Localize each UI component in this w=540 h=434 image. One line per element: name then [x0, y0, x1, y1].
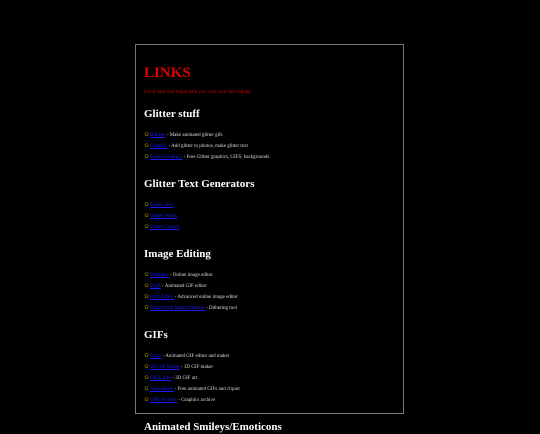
section-heading: Image Editing [144, 248, 211, 260]
list-item [144, 384, 395, 395]
link-description: - Add glitter to photos, make glitter text [167, 144, 248, 149]
link-description: - Dithering tool [204, 306, 238, 311]
list-item [144, 152, 395, 163]
star-icon: ✩ [144, 386, 150, 392]
link-description: - Animated GIF editor and maker [161, 354, 230, 359]
list-item [144, 270, 395, 281]
page-subtitle: list of sites that might help you with your site making [144, 90, 251, 95]
list-item [144, 211, 395, 222]
site-link[interactable]: Glitterfy [150, 144, 168, 149]
link-list [144, 200, 395, 233]
site-link[interactable]: GIF Cities [150, 376, 171, 381]
star-icon: ✩ [144, 283, 150, 289]
link-description: - Online image editor [168, 273, 213, 278]
star-icon: ✩ [144, 154, 150, 160]
site-link[interactable]: Glitter Graphics [150, 155, 183, 160]
link-description: - 3D GIF art [170, 376, 198, 381]
section-heading: Glitter Text Generators [144, 178, 255, 190]
site-link[interactable]: Glitter Words [150, 214, 178, 219]
star-icon: ✩ [144, 294, 150, 300]
list-item [144, 130, 395, 141]
link-description: - Animated GIF editor [160, 284, 207, 289]
section-heading: Glitter stuff [144, 108, 200, 120]
list-item [144, 141, 395, 152]
site-link[interactable]: Pixlr Editor [150, 295, 174, 300]
site-link[interactable]: 3D GIF Maker [150, 365, 180, 370]
star-icon: ✩ [144, 224, 150, 230]
link-list [144, 130, 395, 163]
list-item [144, 281, 395, 292]
site-link[interactable]: GIFs Archive [150, 398, 178, 403]
section-heading: GIFs [144, 329, 168, 341]
link-description: - Free animated GIFs and clipart [173, 387, 240, 392]
list-item [144, 303, 395, 314]
star-icon: ✩ [144, 202, 150, 208]
site-link[interactable]: Gickr [150, 354, 162, 359]
star-icon: ✩ [144, 397, 150, 403]
star-icon: ✩ [144, 353, 150, 359]
link-description: - Advanced online image editor [173, 295, 238, 300]
section-heading: Animated Smileys/Emoticons [144, 421, 282, 433]
link-list [144, 270, 395, 314]
star-icon: ✩ [144, 364, 150, 370]
list-item [144, 292, 395, 303]
list-item [144, 222, 395, 233]
star-icon: ✩ [144, 143, 150, 149]
link-sections [144, 108, 395, 434]
site-link[interactable]: Dithermark Image Ditherer [150, 306, 205, 311]
star-icon: ✩ [144, 132, 150, 138]
site-link[interactable]: Glitter Creator [150, 225, 180, 230]
site-link[interactable]: Glitter Text [150, 203, 174, 208]
links-page-container [135, 44, 404, 433]
site-link[interactable]: Ezgif [150, 284, 161, 289]
link-description: - Free Glitter graphics, GIFS, backgrounds [182, 155, 270, 160]
star-icon: ✩ [144, 305, 150, 311]
list-item [144, 200, 395, 211]
list-item [144, 395, 395, 406]
list-item [144, 362, 395, 373]
star-icon: ✩ [144, 272, 150, 278]
link-description: - 3D GIF maker [179, 365, 214, 370]
link-description: - Make animated glitter gifs [165, 133, 223, 138]
list-item [144, 373, 395, 384]
list-item [144, 351, 395, 362]
links-content [136, 45, 403, 434]
site-link[interactable]: Photopea [150, 273, 169, 278]
star-icon: ✩ [144, 375, 150, 381]
site-link[interactable]: Animations [150, 387, 174, 392]
link-description: - Graphics archive [177, 398, 216, 403]
link-list [144, 351, 395, 406]
page-title: LINKS [144, 65, 191, 81]
site-link[interactable]: Blingee [150, 133, 166, 138]
star-icon: ✩ [144, 213, 150, 219]
